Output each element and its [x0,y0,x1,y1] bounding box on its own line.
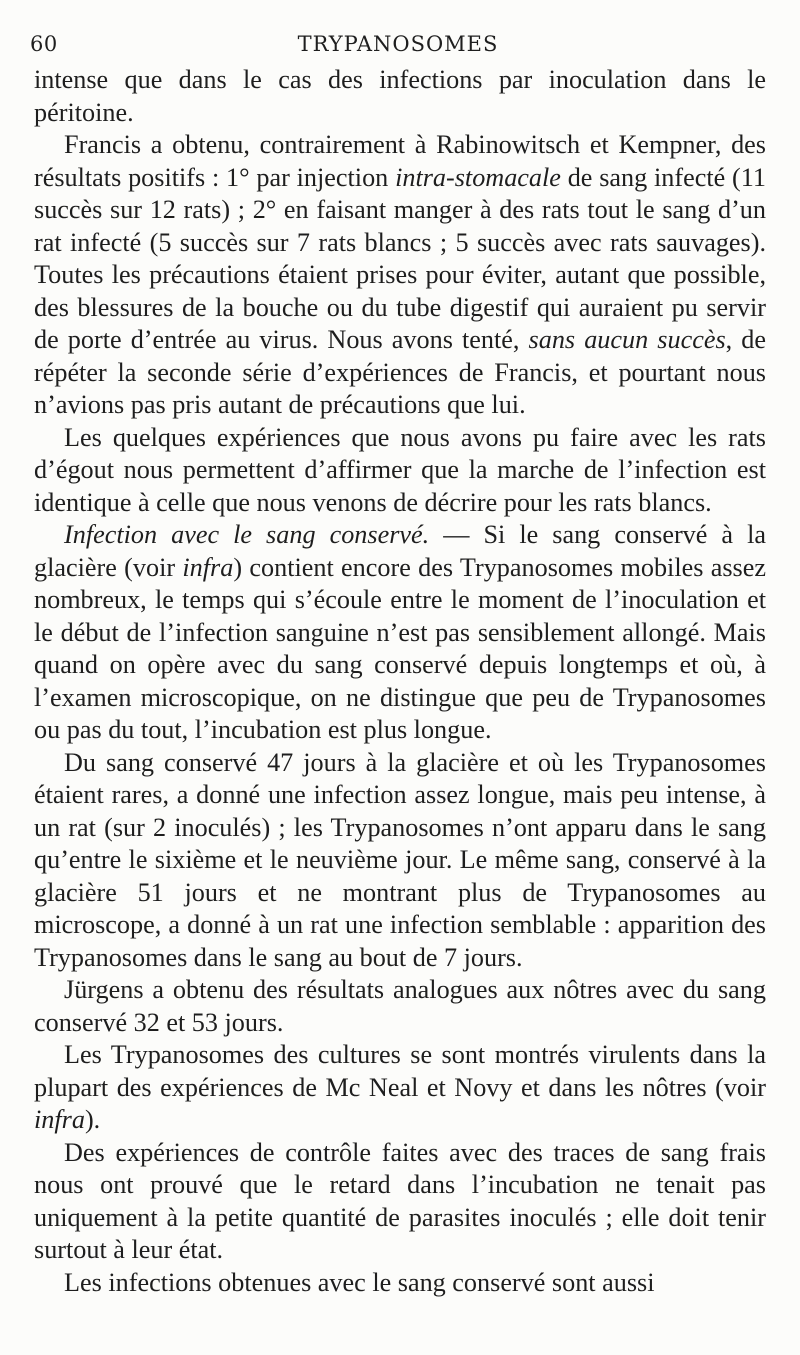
text-segment: Francis a obtenu, contrairement à Rabinowitsch et Kempner, des résultats positifs : 1° par injection [34,130,766,192]
section-heading-italic: Infection avec le sang conservé. [64,520,430,549]
text-segment: Jürgens a obtenu des résultats analogues aux nôtres avec du sang conservé 32 et 53 jours. [34,975,766,1037]
paragraph [34,974,766,1039]
text-segment: Les infections obtenues avec le sang conservé sont aussi [64,1267,655,1297]
text-segment: Des expériences de contrôle faites avec des traces de sang frais nous ont prouvé que le retard dans l’incubation ne tenait pas uniquement à la petite quantité de parasites inoculés ; elle doit tenir surtout à leur état. [34,1137,766,1264]
paragraph [34,1137,766,1267]
paragraph [34,747,766,975]
paragraph [34,422,766,520]
italic-term: infra [34,1105,85,1134]
text-segment: Les quelques expériences que nous avons pu faire avec les rats d’égout nous permettent d’affirmer que la marche de l’infection est identique à celle que nous venons de décrire pour les rats blancs. [34,422,766,517]
text-segment: intense que dans le cas des infections par inoculation dans le péritoine. [34,65,766,127]
text-segment: de sang infecté (11 succès sur 12 rats) ; 2° en faisant manger à des rats tout le sang d’un rat infecté (5 succès sur 7 rats blancs ; 5 succès avec rats sauvages). Toutes les précautions étaient prises pour éviter, autant que possible, des blessures de la bouche ou du tube digestif qui auraient pu servir de porte d’entrée au virus. Nous avons tenté, [34,162,766,354]
paragraph [34,519,766,747]
text-segment: Du sang conservé 47 jours à la glacière et où les Trypanosomes étaient rares, a donné une infection assez longue, mais peu intense, à un rat (sur 2 inoculés) ; les Trypanosomes n’ont apparu dans le sang qu’entre le sixième et le neuvième jour. Le même sang, conservé à la glacière 51 jours et ne montrant plus de Trypanosomes au microscope, a donné à un rat une infection semblable : apparition des Trypanosomes dans le sang au bout de 7 jours. [34,747,766,972]
text-segment: ). [84,1105,101,1134]
paragraph [34,129,766,422]
running-title: TRYPANOSOMES [297,32,499,56]
text-segment: , de répéter la seconde série d’expériences de Francis, et pourtant nous n’avions pas pris autant de précautions que lui. [34,325,766,419]
page-header [30,32,766,62]
italic-term: infra [182,552,234,582]
text-segment: — Si le sang conservé à la glacière (voir [34,520,766,582]
paragraph [34,1039,766,1137]
italic-term: intra-stomacale [395,162,561,192]
body-text [34,64,766,1299]
paragraph [34,64,766,129]
page-number: 60 [30,32,58,56]
paragraph [34,1267,766,1300]
text-segment: Les Trypanosomes des cultures se sont montrés virulents dans la plupart des expériences de Mc Neal et Novy et dans les nôtres (voir [34,1040,766,1102]
italic-term: sans aucun succès [528,325,726,354]
text-segment: ) contient encore des Trypanosomes mobiles assez nombreux, le temps qui s’écoule entre le moment de l’inoculation et le début de l’infection sanguine n’est pas sensiblement allongé. Mais quand on opère avec du sang conservé depuis longtemps et où, à l’examen microscopique, on ne distingue que peu de Trypanosomes ou pas du tout, l’incubation est plus longue. [34,552,766,744]
